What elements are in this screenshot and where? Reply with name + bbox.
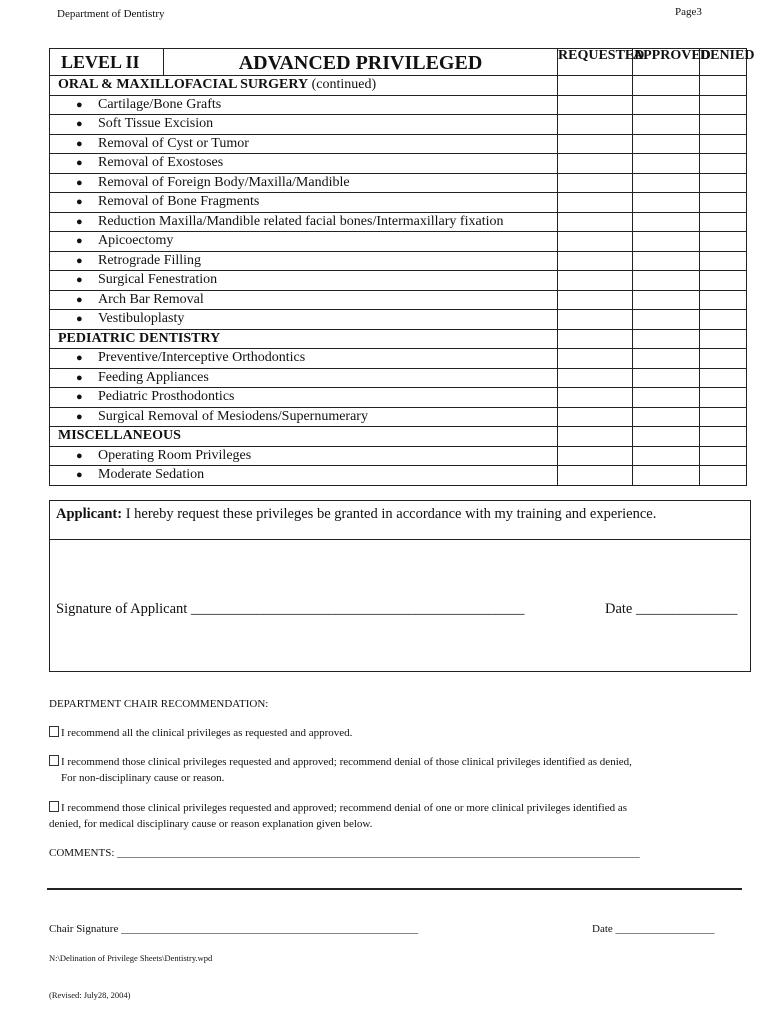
page-number: Page3 bbox=[675, 6, 702, 18]
denied-cell[interactable] bbox=[700, 407, 747, 427]
table-row bbox=[50, 368, 747, 388]
privilege-label: Arch Bar Removal bbox=[98, 291, 204, 307]
bullet-icon: ● bbox=[76, 157, 83, 170]
section-row bbox=[50, 329, 747, 349]
section-title-cell bbox=[50, 76, 558, 96]
table-row bbox=[50, 310, 747, 330]
comments-line[interactable]: COMMENTS: _______________________________________________________________________________________________ bbox=[49, 847, 640, 859]
privilege-item bbox=[50, 115, 558, 135]
privilege-label: Cartilage/Bone Grafts bbox=[98, 96, 222, 112]
privilege-label: Moderate Sedation bbox=[98, 467, 205, 483]
bullet-icon: ● bbox=[76, 274, 83, 287]
requested-cell[interactable] bbox=[558, 368, 633, 388]
denied-cell[interactable] bbox=[700, 251, 747, 271]
requested-cell[interactable] bbox=[558, 251, 633, 271]
applicant-label: Applicant: bbox=[56, 506, 123, 522]
chair-signature-line[interactable]: Chair Signature ______________________________________________________ bbox=[49, 923, 419, 935]
table-row bbox=[50, 212, 747, 232]
table-row bbox=[50, 173, 747, 193]
applicant-statement bbox=[50, 501, 750, 540]
requested-cell[interactable] bbox=[558, 388, 633, 408]
denied-cell[interactable] bbox=[700, 310, 747, 330]
privilege-label: Removal of Cyst or Tumor bbox=[98, 135, 249, 151]
privilege-item bbox=[50, 232, 558, 252]
denied-cell[interactable] bbox=[700, 446, 747, 466]
approved-cell[interactable] bbox=[633, 154, 700, 174]
privilege-item bbox=[50, 466, 558, 486]
approved-cell[interactable] bbox=[633, 232, 700, 252]
bullet-icon: ● bbox=[76, 410, 83, 423]
chair-option-2-cont: For non-disciplinary cause or reason. bbox=[61, 772, 225, 784]
section-title-cell bbox=[50, 427, 558, 447]
privilege-label: Removal of Exostoses bbox=[98, 155, 224, 171]
checkbox-option-1[interactable] bbox=[49, 726, 59, 737]
section-suffix: (continued) bbox=[308, 77, 377, 93]
denied-cell[interactable] bbox=[700, 466, 747, 486]
table-row bbox=[50, 193, 747, 213]
denied-cell[interactable] bbox=[700, 115, 747, 135]
requested-cell[interactable] bbox=[558, 76, 633, 96]
table-row bbox=[50, 154, 747, 174]
denied-cell[interactable] bbox=[700, 427, 747, 447]
requested-cell[interactable] bbox=[558, 232, 633, 252]
table-header-row bbox=[50, 49, 747, 76]
privilege-item bbox=[50, 446, 558, 466]
privilege-label: Removal of Foreign Body/Maxilla/Mandible bbox=[98, 174, 350, 190]
approved-cell[interactable] bbox=[633, 212, 700, 232]
level-label: LEVEL II bbox=[50, 49, 164, 75]
requested-cell[interactable] bbox=[558, 466, 633, 486]
divider-rule bbox=[47, 888, 742, 890]
approved-cell[interactable] bbox=[633, 173, 700, 193]
chair-option-1[interactable]: I recommend all the clinical privileges as requested and approved. bbox=[49, 726, 352, 741]
table-row bbox=[50, 115, 747, 135]
privilege-label: Vestibuloplasty bbox=[98, 311, 185, 327]
requested-cell[interactable] bbox=[558, 154, 633, 174]
denied-cell[interactable] bbox=[700, 212, 747, 232]
denied-cell[interactable] bbox=[700, 290, 747, 310]
approved-cell[interactable] bbox=[633, 95, 700, 115]
requested-cell[interactable] bbox=[558, 446, 633, 466]
privilege-label: Apicoectomy bbox=[98, 233, 174, 249]
denied-cell[interactable] bbox=[700, 329, 747, 349]
table-row bbox=[50, 232, 747, 252]
approved-cell[interactable] bbox=[633, 368, 700, 388]
applicant-date-line[interactable]: Date ______________ bbox=[605, 601, 738, 617]
bullet-icon: ● bbox=[76, 196, 83, 209]
approved-cell[interactable] bbox=[633, 446, 700, 466]
approved-cell[interactable] bbox=[633, 290, 700, 310]
requested-cell[interactable] bbox=[558, 173, 633, 193]
section-title: PEDIATRIC DENTISTRY bbox=[58, 330, 221, 346]
approved-cell[interactable] bbox=[633, 310, 700, 330]
approved-cell[interactable] bbox=[633, 466, 700, 486]
bullet-icon: ● bbox=[76, 313, 83, 326]
approved-cell[interactable] bbox=[633, 329, 700, 349]
table-row bbox=[50, 290, 747, 310]
table-row bbox=[50, 446, 747, 466]
denied-cell[interactable] bbox=[700, 76, 747, 96]
department-header: Department of Dentistry bbox=[57, 8, 165, 20]
approved-cell[interactable] bbox=[633, 271, 700, 291]
bullet-icon: ● bbox=[76, 293, 83, 306]
file-path: N:\Delination of Privilege Sheets\Dentistry.wpd bbox=[49, 953, 213, 963]
denied-cell[interactable] bbox=[700, 134, 747, 154]
chair-heading: DEPARTMENT CHAIR RECOMMENDATION: bbox=[49, 698, 269, 710]
requested-cell[interactable] bbox=[558, 134, 633, 154]
bullet-icon: ● bbox=[76, 235, 83, 248]
bullet-icon: ● bbox=[76, 391, 83, 404]
revised-date: (Revised: July28, 2004) bbox=[49, 990, 131, 1000]
chair-option-3[interactable]: I recommend those clinical privileges requested and approved; recommend denial of one or more clinical privileges identified as bbox=[49, 801, 627, 816]
requested-cell[interactable] bbox=[558, 427, 633, 447]
bullet-icon: ● bbox=[76, 215, 83, 228]
col-requested: REQUESTED bbox=[558, 49, 633, 76]
requested-cell[interactable] bbox=[558, 407, 633, 427]
approved-cell[interactable] bbox=[633, 407, 700, 427]
table-row bbox=[50, 349, 747, 369]
table-row bbox=[50, 466, 747, 486]
chair-option-3-cont: denied, for medical disciplinary cause or reason explanation given below. bbox=[49, 818, 373, 830]
section-title: MISCELLANEOUS bbox=[58, 428, 181, 444]
requested-cell[interactable] bbox=[558, 271, 633, 291]
privilege-label: Retrograde Filling bbox=[98, 252, 202, 268]
denied-cell[interactable] bbox=[700, 154, 747, 174]
bullet-icon: ● bbox=[76, 371, 83, 384]
table-row bbox=[50, 407, 747, 427]
requested-cell[interactable] bbox=[558, 115, 633, 135]
approved-cell[interactable] bbox=[633, 76, 700, 96]
table-row bbox=[50, 271, 747, 291]
privilege-label: Removal of Bone Fragments bbox=[98, 194, 260, 210]
privilege-item bbox=[50, 193, 558, 213]
table-row bbox=[50, 251, 747, 271]
denied-cell[interactable] bbox=[700, 368, 747, 388]
privilege-item bbox=[50, 95, 558, 115]
privilege-item bbox=[50, 134, 558, 154]
bullet-icon: ● bbox=[76, 176, 83, 189]
denied-cell[interactable] bbox=[700, 232, 747, 252]
privilege-item bbox=[50, 349, 558, 369]
approved-cell[interactable] bbox=[633, 251, 700, 271]
table-row bbox=[50, 134, 747, 154]
chair-option-2[interactable]: I recommend those clinical privileges requested and approved; recommend denial of those clinical privileges identified as denied, bbox=[49, 755, 632, 770]
section-row bbox=[50, 427, 747, 447]
approved-cell[interactable] bbox=[633, 388, 700, 408]
requested-cell[interactable] bbox=[558, 329, 633, 349]
applicant-text: I hereby request these privileges be granted in accordance with my training and experience. bbox=[122, 506, 657, 522]
denied-cell[interactable] bbox=[700, 271, 747, 291]
denied-cell[interactable] bbox=[700, 193, 747, 213]
privilege-label: Preventive/Interceptive Orthodontics bbox=[98, 350, 306, 366]
requested-cell[interactable] bbox=[558, 212, 633, 232]
section-row bbox=[50, 76, 747, 96]
bullet-icon: ● bbox=[76, 469, 83, 482]
chair-date-line[interactable]: Date __________________ bbox=[592, 923, 715, 935]
privilege-item bbox=[50, 154, 558, 174]
privilege-label: Pediatric Prosthodontics bbox=[98, 389, 235, 405]
privilege-item bbox=[50, 251, 558, 271]
bullet-icon: ● bbox=[76, 118, 83, 131]
approved-cell[interactable] bbox=[633, 115, 700, 135]
title-cell bbox=[50, 49, 558, 76]
bullet-icon: ● bbox=[76, 98, 83, 111]
approved-cell[interactable] bbox=[633, 134, 700, 154]
privilege-item bbox=[50, 388, 558, 408]
denied-cell[interactable] bbox=[700, 173, 747, 193]
approved-cell[interactable] bbox=[633, 193, 700, 213]
denied-cell[interactable] bbox=[700, 349, 747, 369]
requested-cell[interactable] bbox=[558, 290, 633, 310]
approved-cell[interactable] bbox=[633, 349, 700, 369]
bullet-icon: ● bbox=[76, 449, 83, 462]
applicant-box bbox=[49, 500, 751, 672]
privilege-item bbox=[50, 290, 558, 310]
privilege-label: Operating Room Privileges bbox=[98, 447, 252, 463]
approved-cell[interactable] bbox=[633, 427, 700, 447]
table-row bbox=[50, 388, 747, 408]
privilege-label: Feeding Appliances bbox=[98, 369, 209, 385]
privilege-label: Surgical Removal of Mesiodens/Supernumerary bbox=[98, 408, 368, 424]
checkbox-option-3[interactable] bbox=[49, 801, 59, 812]
col-denied: DENIED bbox=[700, 49, 747, 76]
requested-cell[interactable] bbox=[558, 310, 633, 330]
bullet-icon: ● bbox=[76, 137, 83, 150]
bullet-icon: ● bbox=[76, 352, 83, 365]
requested-cell[interactable] bbox=[558, 193, 633, 213]
requested-cell[interactable] bbox=[558, 349, 633, 369]
bullet-icon: ● bbox=[76, 254, 83, 267]
applicant-signature-line[interactable]: Signature of Applicant ______________________________________________ bbox=[56, 601, 525, 617]
privilege-label: Soft Tissue Excision bbox=[98, 116, 214, 132]
privilege-item bbox=[50, 310, 558, 330]
col-approved: APPROVED bbox=[633, 49, 700, 76]
checkbox-option-2[interactable] bbox=[49, 755, 59, 766]
privilege-label: Reduction Maxilla/Mandible related facial bones/Intermaxillary fixation bbox=[98, 213, 504, 229]
privilege-item bbox=[50, 173, 558, 193]
denied-cell[interactable] bbox=[700, 388, 747, 408]
privilege-label: Surgical Fenestration bbox=[98, 272, 218, 288]
privileges-table bbox=[49, 48, 755, 486]
privilege-item bbox=[50, 368, 558, 388]
section-title: ORAL & MAXILLOFACIAL SURGERY bbox=[58, 77, 309, 93]
requested-cell[interactable] bbox=[558, 95, 633, 115]
table-row bbox=[50, 95, 747, 115]
denied-cell[interactable] bbox=[700, 95, 747, 115]
privilege-item bbox=[50, 407, 558, 427]
table-title: ADVANCED PRIVILEGED bbox=[238, 52, 483, 74]
privilege-item bbox=[50, 212, 558, 232]
privilege-item bbox=[50, 271, 558, 291]
section-title-cell bbox=[50, 329, 558, 349]
